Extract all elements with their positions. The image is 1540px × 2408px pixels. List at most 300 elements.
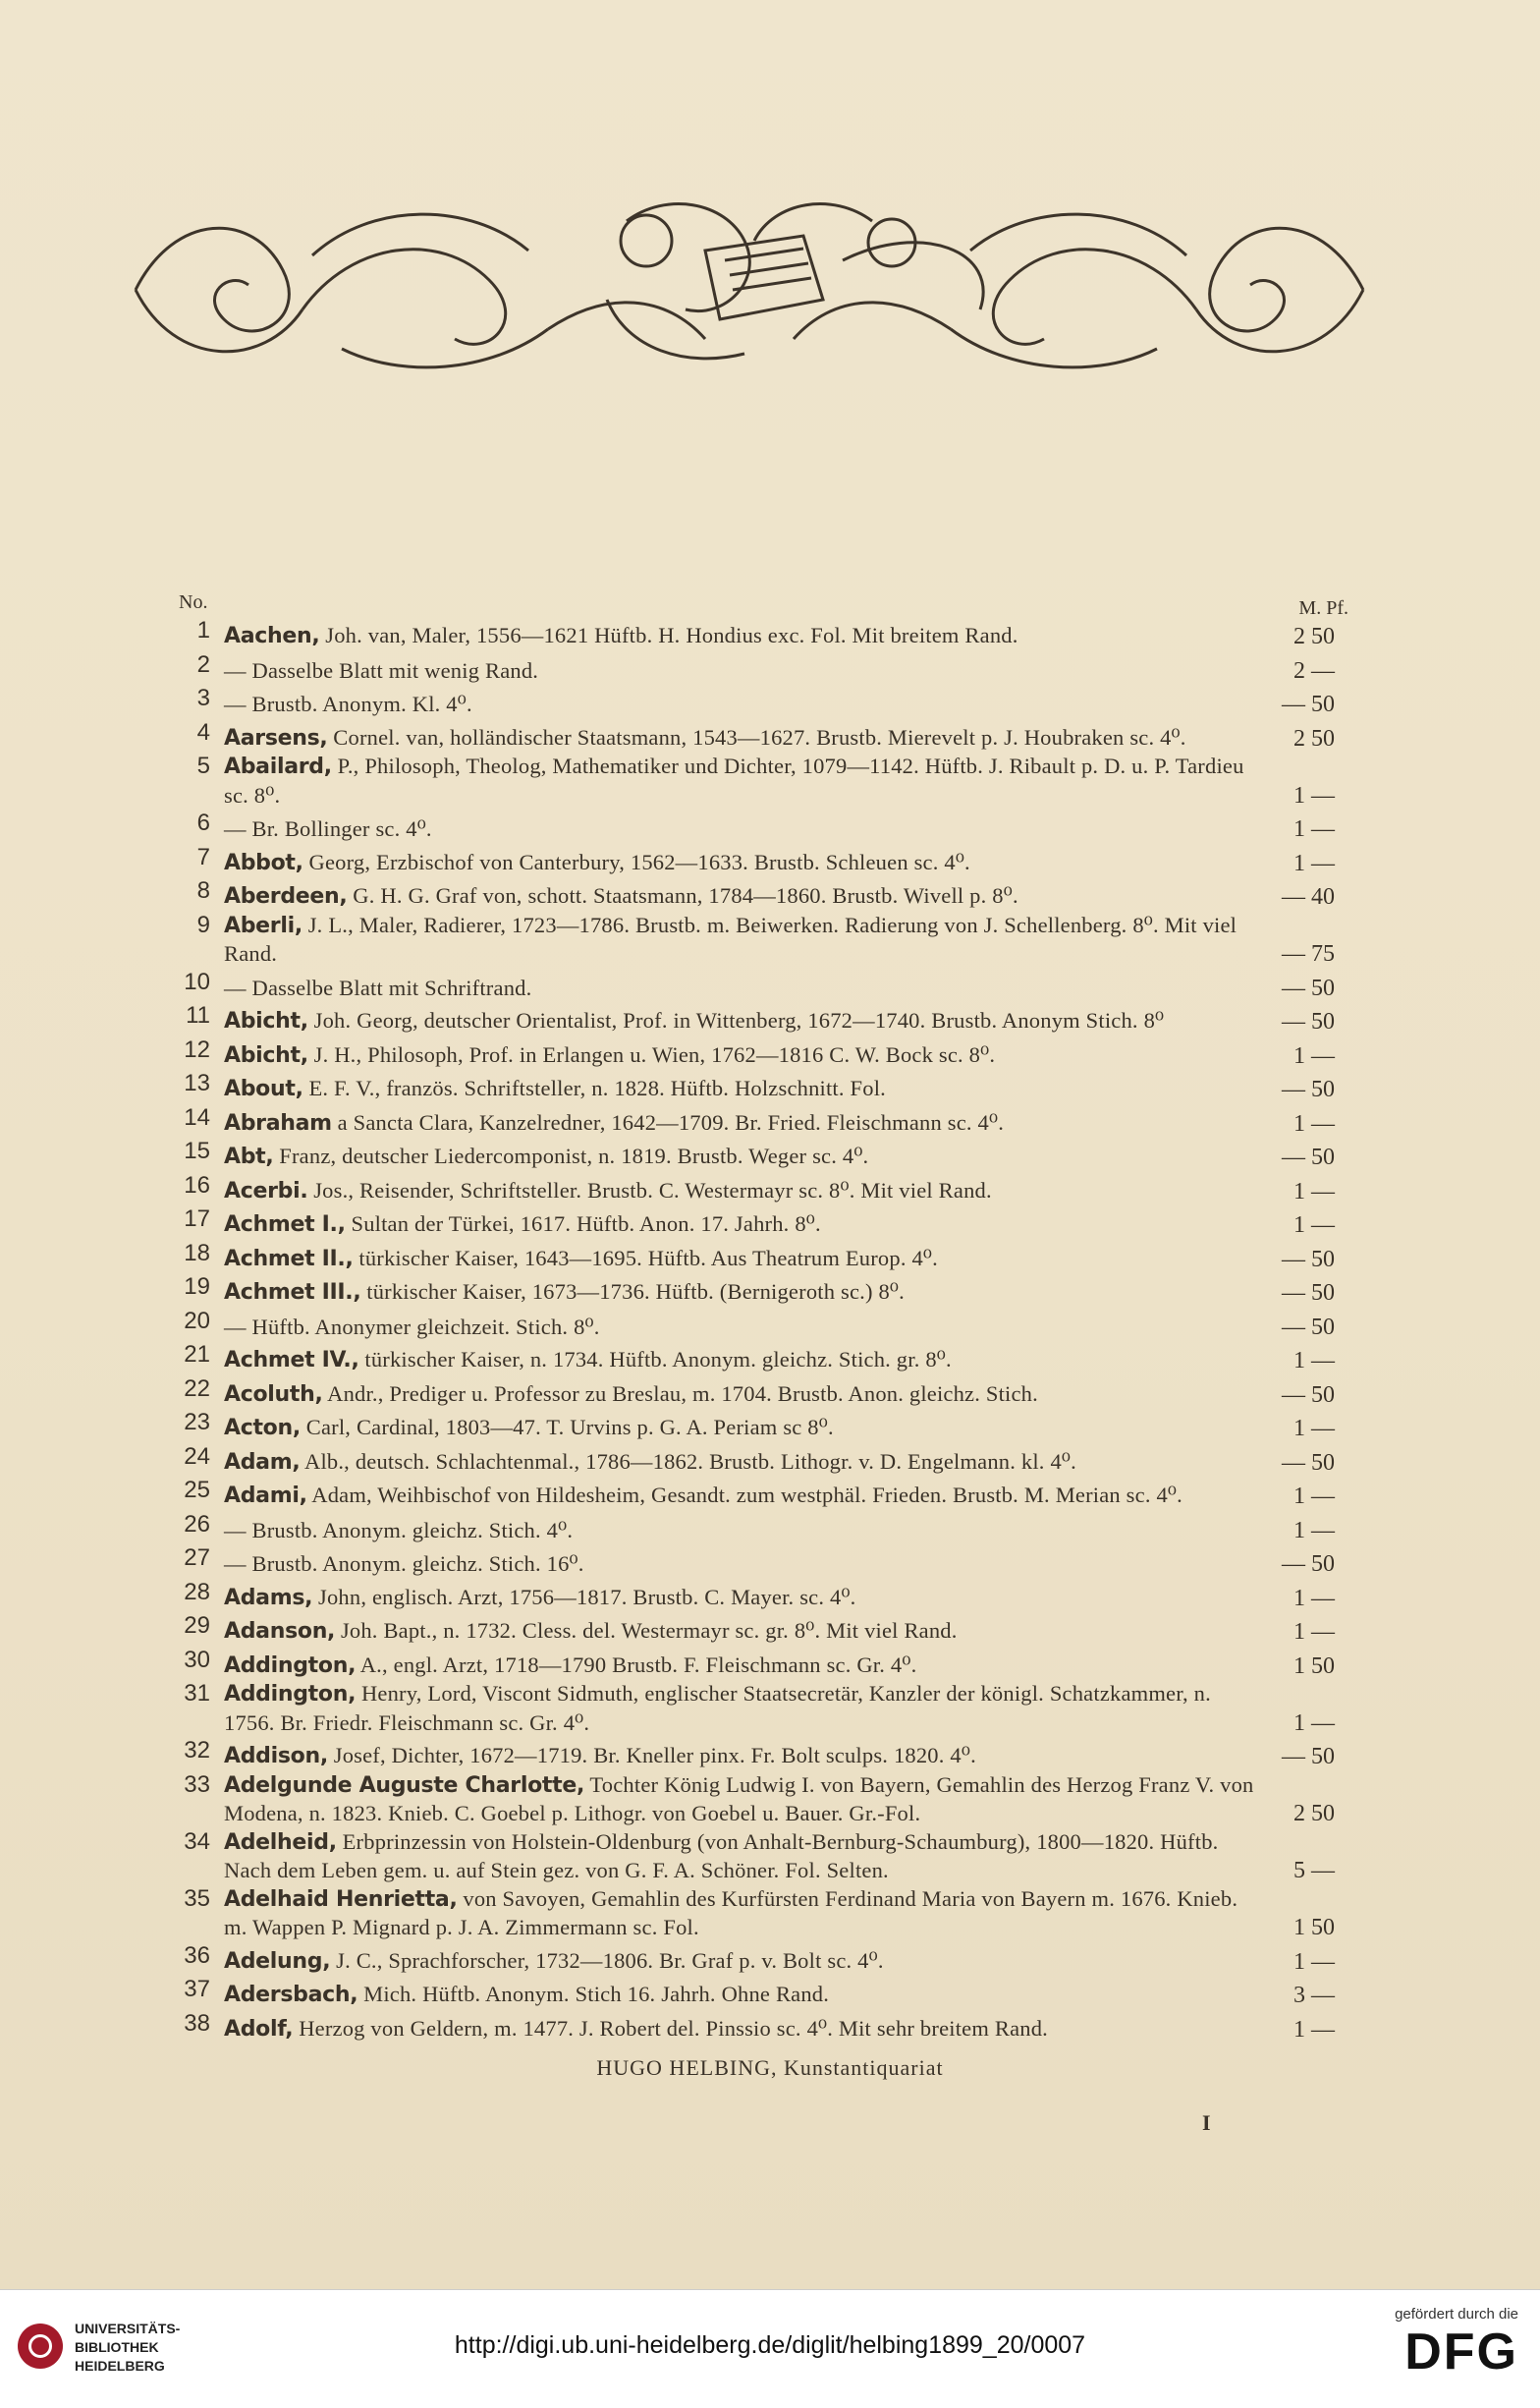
- price-mark: —: [1282, 1280, 1305, 1306]
- entry-name: Adersbach,: [224, 1983, 358, 2007]
- list-header: [175, 588, 1348, 617]
- catalog-entry: [175, 1070, 1348, 1104]
- entry-price: [1272, 1704, 1348, 1738]
- entry-description: [224, 753, 1258, 810]
- entry-number: 4: [196, 718, 210, 746]
- entry-name: Adelung,: [224, 1948, 331, 1974]
- entry-text: Jos., Reisender, Schriftsteller. Brustb. C. Westermayr sc. 8⁰. Mit viel Rand.: [313, 1177, 992, 1203]
- catalog-list: [175, 588, 1348, 2044]
- price-mark: —: [1282, 1314, 1305, 1340]
- price-mark: 1: [1293, 1585, 1305, 1611]
- entry-number: 23: [184, 1409, 210, 1435]
- price-mark: 1: [1293, 1652, 1305, 1679]
- price-mark: 1: [1293, 1517, 1305, 1543]
- entry-name: About,: [224, 1077, 303, 1101]
- entry-name: Adelheid,: [224, 1829, 337, 1855]
- entry-text: John, englisch. Arzt, 1756—1817. Brustb. C. Mayer. sc. 4⁰.: [318, 1584, 856, 1609]
- entry-text: Tochter König Ludwig I. von Bayern, Gemahlin des Herzog Franz V. von Modena, n. 1823. Knieb. C. Goebel p. Lithogr. von Goebel u. Bauer. Gr.-Fol.: [224, 1771, 1254, 1825]
- entry-name: Achmet I.,: [224, 1212, 346, 1237]
- price-mark: —: [1282, 1449, 1305, 1476]
- entry-price: [1272, 1341, 1348, 1375]
- price-pfennig: 50: [1311, 1077, 1335, 1102]
- entry-text: Herzog von Geldern, m. 1477. J. Robert del. Pinssio sc. 4⁰. Mit sehr breitem Rand.: [299, 2015, 1048, 2041]
- price-pfennig: —: [1311, 1948, 1335, 1975]
- entry-text: Henry, Lord, Viscont Sidmuth, englischer Staatsecretär, Kanzler der königl. Schatzkammer, n. 1756. Br. Friedr. Fleischmann sc. Gr. 4⁰.: [224, 1681, 1211, 1735]
- entry-price: [1272, 719, 1348, 754]
- entry-description: [224, 1007, 1258, 1036]
- price-pfennig: 50: [1311, 1314, 1335, 1340]
- entry-name: Adams,: [224, 1585, 313, 1610]
- entry-name: Abt,: [224, 1145, 274, 1169]
- price-mark: 1: [1293, 1915, 1305, 1940]
- price-pfennig: —: [1311, 1416, 1335, 1441]
- catalog-entry: [175, 1002, 1348, 1036]
- price-mark: —: [1282, 1744, 1305, 1769]
- entry-number: 11: [186, 1002, 210, 1029]
- entry-text: türkischer Kaiser, 1673—1736. Hüftb. (Bernigeroth sc.) 8⁰.: [366, 1279, 905, 1304]
- price-pfennig: 50: [1311, 1280, 1335, 1306]
- entry-text: — Brustb. Anonym. gleichz. Stich. 16⁰.: [224, 1551, 584, 1576]
- entry-name: Achmet II.,: [224, 1246, 354, 1271]
- entry-text: Franz, deutscher Liedercomponist, n. 1819. Brustb. Weger sc. 4⁰.: [279, 1144, 869, 1168]
- entry-number: 6: [196, 810, 210, 836]
- entry-price: [1272, 810, 1348, 844]
- entry-number: 1: [196, 617, 210, 644]
- entry-name: Acton,: [224, 1416, 301, 1440]
- entry-price: [1272, 1070, 1348, 1104]
- price-mark: 1: [1293, 1709, 1305, 1736]
- entry-number: 32: [184, 1737, 210, 1764]
- entry-text: Adam, Weihbischof von Hildesheim, Gesandt. zum westphäl. Frieden. Brustb. M. Merian sc. 4⁰.: [311, 1483, 1182, 1507]
- entry-text: — Brustb. Anonym. gleichz. Stich. 4⁰.: [224, 1517, 574, 1542]
- entry-price: [1272, 1647, 1348, 1681]
- entry-price: [1272, 685, 1348, 719]
- entry-number: 27: [184, 1544, 210, 1571]
- ornament-header: [116, 182, 1383, 393]
- entry-description: [224, 1210, 1258, 1240]
- entry-price: [1272, 776, 1348, 811]
- price-pfennig: —: [1311, 2016, 1335, 2043]
- entry-description: [224, 1771, 1258, 1828]
- catalog-entry: [175, 2010, 1348, 2044]
- price-pfennig: 75: [1311, 941, 1335, 967]
- price-pfennig: —: [1311, 1517, 1335, 1543]
- catalog-entry: [175, 1172, 1348, 1206]
- price-pfennig: 50: [1311, 624, 1335, 649]
- entry-name: Acoluth,: [224, 1381, 323, 1407]
- catalog-entry: [175, 617, 1348, 651]
- entry-description: [224, 1617, 1258, 1647]
- catalog-entry: [175, 1409, 1348, 1443]
- price-mark: 1: [1293, 1212, 1305, 1238]
- entry-text: Andr., Prediger u. Professor zu Breslau, m. 1704. Brustb. Anon. gleichz. Stich.: [327, 1380, 1038, 1406]
- entry-name: Abbot,: [224, 850, 303, 875]
- price-pfennig: —: [1311, 1212, 1335, 1238]
- entry-number: 2: [196, 650, 210, 678]
- price-pfennig: 50: [1311, 1915, 1335, 1940]
- entry-text: türkischer Kaiser, n. 1734. Hüftb. Anonym. gleichz. Stich. gr. 8⁰.: [364, 1347, 952, 1372]
- price-mark: 1: [1293, 2016, 1305, 2043]
- price-mark: 1: [1293, 1416, 1305, 1441]
- entry-number: 35: [184, 1884, 210, 1912]
- entry-description: [224, 1380, 1258, 1410]
- entry-name: Addington,: [224, 1652, 357, 1678]
- entry-text: — Hüftb. Anonymer gleichzeit. Stich. 8⁰.: [224, 1314, 600, 1339]
- entry-name: Aberli,: [224, 913, 302, 938]
- entry-name: Achmet III.,: [224, 1280, 361, 1305]
- entry-number: 28: [184, 1578, 210, 1605]
- price-pfennig: —: [1311, 1178, 1335, 1204]
- catalog-entry: [175, 753, 1348, 810]
- entry-description: [224, 1742, 1258, 1771]
- viewer-footer: [0, 2289, 1540, 2408]
- entry-name: Abicht,: [224, 1009, 308, 1034]
- entry-description: [224, 1947, 1258, 1977]
- entry-description: [224, 657, 1258, 686]
- price-mark: 2: [1293, 624, 1305, 649]
- price-pfennig: 50: [1311, 1145, 1335, 1170]
- price-mark: —: [1282, 1381, 1305, 1408]
- entry-name: Adelgunde Auguste Charlotte,: [224, 1772, 584, 1798]
- entry-number: 25: [184, 1477, 210, 1503]
- catalog-entry: [175, 1036, 1348, 1071]
- publisher-line: HUGO HELBING, Kunstantiquariat: [596, 2055, 944, 2080]
- entry-number: 29: [184, 1612, 210, 1639]
- catalog-entry: [175, 1308, 1348, 1342]
- entry-name: Adolf,: [224, 2016, 294, 2042]
- price-pfennig: —: [1311, 1709, 1335, 1736]
- catalog-entry: [175, 1942, 1348, 1977]
- catalog-entry: [175, 1443, 1348, 1478]
- entry-number: 13: [184, 1070, 210, 1096]
- entries: [175, 617, 1348, 2044]
- entry-description: [224, 622, 1258, 651]
- price-pfennig: 50: [1311, 692, 1335, 717]
- entry-description: [224, 1680, 1258, 1737]
- page-number: I: [1202, 2110, 1211, 2135]
- entry-price: [1272, 1240, 1348, 1274]
- entry-price: [1272, 1579, 1348, 1613]
- price-mark: 5: [1293, 1858, 1305, 1883]
- price-mark: —: [1282, 1145, 1305, 1170]
- catalog-entry: [175, 1511, 1348, 1545]
- entry-number: 31: [184, 1680, 210, 1707]
- entry-price: [1272, 1308, 1348, 1342]
- entry-text: Carl, Cardinal, 1803—47. T. Urvins p. G. A. Periam sc 8⁰.: [305, 1415, 834, 1439]
- price-mark: 1: [1293, 1178, 1305, 1204]
- entry-number: 3: [196, 685, 210, 711]
- entry-number: 21: [184, 1341, 210, 1368]
- catalog-entry: [175, 1273, 1348, 1308]
- library-line: BIBLIOTHEK: [75, 2339, 159, 2355]
- entry-description: [224, 1075, 1258, 1104]
- entry-name: Acerbi.: [224, 1178, 308, 1204]
- price-mark: 1: [1293, 782, 1305, 809]
- entry-price: [1272, 1794, 1348, 1828]
- catalog-entry: [175, 1828, 1348, 1885]
- entry-description: [224, 2015, 1258, 2044]
- catalog-entry: [175, 651, 1348, 686]
- entry-number: 8: [196, 877, 210, 904]
- catalog-entry: [175, 685, 1348, 719]
- price-pfennig: 50: [1311, 1551, 1335, 1577]
- entry-name: Aarsens,: [224, 725, 328, 751]
- catalog-entry: [175, 1205, 1348, 1240]
- entry-name: Abraham: [224, 1110, 332, 1136]
- catalog-entry: [175, 1477, 1348, 1511]
- entry-description: [224, 1278, 1258, 1308]
- entry-number: 9: [196, 911, 210, 938]
- entry-price: [1272, 1737, 1348, 1771]
- entry-description: [224, 1245, 1258, 1274]
- entry-text: Joh. Georg, deutscher Orientalist, Prof. in Wittenberg, 1672—1740. Brustb. Anonym Stich. 8⁰: [313, 1008, 1165, 1033]
- permalink-url[interactable]: http://digi.ub.uni-heidelberg.de/diglit/helbing1899_20/0007: [454, 2331, 1086, 2359]
- price-pfennig: 50: [1311, 1801, 1335, 1826]
- entry-number: 38: [184, 2009, 210, 2037]
- entry-price: [1272, 1036, 1348, 1071]
- catalog-entry: [175, 1138, 1348, 1172]
- entry-text: Joh. van, Maler, 1556—1621 Hüftb. H. Hondius exc. Fol. Mit breitem Rand.: [325, 623, 1018, 647]
- entry-name: Aachen,: [224, 624, 320, 648]
- entry-text: — Dasselbe Blatt mit Schriftrand.: [224, 975, 532, 1000]
- price-pfennig: —: [1311, 1348, 1335, 1373]
- price-pfennig: —: [1311, 850, 1335, 876]
- entry-price: [1272, 1443, 1348, 1478]
- entry-price: [1272, 1104, 1348, 1139]
- entry-description: [224, 1041, 1258, 1071]
- entry-number: 10: [184, 968, 210, 995]
- price-pfennig: —: [1311, 657, 1335, 684]
- entry-description: [224, 1981, 1258, 2010]
- entry-number: 36: [184, 1941, 210, 1969]
- price-mark: 3: [1293, 1983, 1305, 2008]
- entry-name: Aberdeen,: [224, 884, 348, 909]
- entry-description: [224, 882, 1258, 912]
- entry-description: [224, 1517, 1258, 1545]
- entry-text: Joh. Bapt., n. 1732. Cless. del. Westermayr sc. gr. 8⁰. Mit viel Rand.: [340, 1618, 958, 1643]
- price-mark: —: [1282, 692, 1305, 717]
- price-mark: 1: [1293, 1348, 1305, 1373]
- price-pfennig: —: [1311, 1619, 1335, 1645]
- entry-number: 20: [184, 1307, 210, 1334]
- entry-number: 26: [184, 1510, 210, 1538]
- entry-number: 7: [196, 843, 210, 870]
- entry-price: [1272, 617, 1348, 651]
- entry-price: [1272, 1976, 1348, 2010]
- price-mark: 1: [1293, 1484, 1305, 1509]
- entry-text: Josef, Dichter, 1672—1719. Br. Kneller pinx. Fr. Bolt sculps. 1820. 4⁰.: [333, 1743, 976, 1767]
- entry-description: [224, 912, 1258, 969]
- price-pfennig: 50: [1311, 1449, 1335, 1476]
- entry-price: [1272, 934, 1348, 969]
- entry-price: [1272, 1942, 1348, 1977]
- entry-price: [1272, 844, 1348, 878]
- entry-price: [1272, 1273, 1348, 1308]
- entry-description: [224, 975, 1258, 1003]
- entry-text: Cornel. van, holländischer Staatsmann, 1543—1627. Brustb. Mierevelt p. J. Houbraken sc. 4⁰.: [333, 724, 1186, 750]
- entry-price: [1272, 1205, 1348, 1240]
- entry-description: [224, 1314, 1258, 1342]
- price-pfennig: —: [1311, 816, 1335, 842]
- entry-price: [1272, 1908, 1348, 1942]
- entry-description: [224, 1885, 1258, 1942]
- entry-text: — Dasselbe Blatt mit wenig Rand.: [224, 657, 539, 683]
- entry-number: 33: [184, 1770, 210, 1798]
- price-pfennig: —: [1311, 1042, 1335, 1069]
- price-pfennig: 50: [1311, 975, 1335, 1001]
- catalog-entry: [175, 1737, 1348, 1771]
- price-mark: 2: [1293, 725, 1305, 752]
- entry-text: J. C., Sprachforscher, 1732—1806. Br. Graf p. v. Bolt sc. 4⁰.: [336, 1947, 884, 1973]
- entry-number: 15: [184, 1138, 210, 1164]
- price-pfennig: 50: [1311, 1744, 1335, 1769]
- entry-description: [224, 1652, 1258, 1681]
- entry-description: [224, 1448, 1258, 1478]
- price-mark: —: [1282, 975, 1305, 1001]
- dfg-logo: DFG: [1404, 2324, 1518, 2380]
- catalog-entry: [175, 877, 1348, 912]
- entry-name: Adelhaid Henrietta,: [224, 1886, 458, 1912]
- entry-text: P., Philosoph, Theolog, Mathematiker und Dichter, 1079—1142. Hüftb. J. Ribault p. D. u. P. Tardieu sc. 8⁰.: [224, 754, 1244, 808]
- library-line: HEIDELBERG: [75, 2358, 165, 2374]
- entry-text: — Brustb. Anonym. Kl. 4⁰.: [224, 692, 472, 716]
- column-header-number: No.: [179, 591, 208, 613]
- entry-name: Achmet IV.,: [224, 1348, 359, 1372]
- entry-price: [1272, 1375, 1348, 1410]
- entry-description: [224, 1346, 1258, 1375]
- price-mark: —: [1282, 1551, 1305, 1577]
- entry-number: 30: [184, 1646, 210, 1673]
- price-pfennig: 40: [1311, 884, 1335, 910]
- price-mark: —: [1282, 1077, 1305, 1102]
- catalog-entry: [175, 810, 1348, 844]
- price-mark: 1: [1293, 1619, 1305, 1645]
- entry-description: [224, 1109, 1258, 1139]
- entry-text: Erbprinzessin von Holstein-Oldenburg (von Anhalt-Bernburg-Schaumburg), 1800—1820. Hüftb. Nach dem Leben gem. u. auf Stein gez. von G. F. A. Schöner. Fol. Selten.: [224, 1828, 1219, 1882]
- entry-text: a Sancta Clara, Kanzelredner, 1642—1709. Br. Fried. Fleischmann sc. 4⁰.: [337, 1109, 1005, 1135]
- entry-price: [1272, 969, 1348, 1003]
- entry-number: 16: [184, 1171, 210, 1199]
- catalog-entry: [175, 1680, 1348, 1737]
- price-pfennig: 50: [1311, 725, 1335, 752]
- entry-description: [224, 1584, 1258, 1613]
- catalog-entry: [175, 719, 1348, 754]
- entry-description: [224, 1143, 1258, 1172]
- price-mark: —: [1282, 884, 1305, 910]
- entry-name: Abicht,: [224, 1042, 308, 1068]
- price-pfennig: —: [1311, 1110, 1335, 1137]
- price-pfennig: —: [1311, 1484, 1335, 1509]
- catalog-entry: [175, 1771, 1348, 1828]
- price-mark: 2: [1293, 657, 1305, 684]
- catalog-entry: [175, 1240, 1348, 1274]
- funding-logo[interactable]: [1373, 2306, 1518, 2394]
- entry-name: Adam,: [224, 1449, 301, 1475]
- entry-price: [1272, 1172, 1348, 1206]
- price-pfennig: 50: [1311, 1381, 1335, 1408]
- entry-number: 5: [196, 753, 210, 779]
- entry-description: [224, 815, 1258, 844]
- catalog-entry: [175, 1375, 1348, 1410]
- entry-description: [224, 1550, 1258, 1579]
- catalog-entry: [175, 844, 1348, 878]
- entry-price: [1272, 1002, 1348, 1036]
- entry-text: J. H., Philosoph, Prof. in Erlangen u. Wien, 1762—1816 C. W. Bock sc. 8⁰.: [313, 1041, 996, 1067]
- entry-number: 34: [184, 1827, 210, 1855]
- entry-number: 12: [184, 1036, 210, 1063]
- price-pfennig: —: [1311, 1983, 1335, 2008]
- catalog-entry: [175, 1976, 1348, 2010]
- entry-name: Addison,: [224, 1744, 328, 1768]
- entry-number: 24: [184, 1442, 210, 1470]
- entry-number: 17: [184, 1205, 210, 1232]
- entry-number: 37: [184, 1976, 210, 2002]
- entry-text: G. H. G. Graf von, schott. Staatsmann, 1784—1860. Brustb. Wivell p. 8⁰.: [353, 883, 1018, 908]
- entry-text: Alb., deutsch. Schlachtenmal., 1786—1862. Brustb. Lithogr. v. D. Engelmann. kl. 4⁰.: [304, 1448, 1076, 1474]
- price-pfennig: —: [1311, 782, 1335, 809]
- entry-text: Georg, Erzbischof von Canterbury, 1562—1633. Brustb. Schleuen sc. 4⁰.: [308, 849, 970, 874]
- entry-text: — Br. Bollinger sc. 4⁰.: [224, 816, 432, 841]
- entry-price: [1272, 2010, 1348, 2044]
- catalog-entry: [175, 969, 1348, 1003]
- price-pfennig: 50: [1311, 1652, 1335, 1679]
- price-mark: —: [1282, 941, 1305, 967]
- catalog-entry: [175, 1647, 1348, 1681]
- entry-number: 18: [184, 1239, 210, 1266]
- entry-text: J. L., Maler, Radierer, 1723—1786. Brustb. m. Beiwerken. Radierung von J. Schellenberg. 8⁰. Mit viel Rand.: [224, 912, 1238, 966]
- entry-number: 19: [184, 1273, 210, 1300]
- entry-price: [1272, 1544, 1348, 1579]
- entry-description: [224, 724, 1258, 754]
- catalog-entry: [175, 912, 1348, 969]
- entry-text: Mich. Hüftb. Anonym. Stich 16. Jahrh. Ohne Rand.: [363, 1982, 830, 2006]
- entry-text: A., engl. Arzt, 1718—1790 Brustb. F. Fleischmann sc. Gr. 4⁰.: [359, 1652, 917, 1677]
- entry-text: Sultan der Türkei, 1617. Hüftb. Anon. 17. Jahrh. 8⁰.: [351, 1211, 821, 1236]
- library-line: UNIVERSITÄTS-: [75, 2321, 181, 2336]
- catalog-entry: [175, 1544, 1348, 1579]
- entry-price: [1272, 1612, 1348, 1647]
- price-mark: 1: [1293, 1110, 1305, 1137]
- entry-price: [1272, 1138, 1348, 1172]
- entry-name: Addington,: [224, 1682, 357, 1707]
- entry-description: [224, 849, 1258, 878]
- entry-description: [224, 1482, 1258, 1511]
- catalog-entry: [175, 1612, 1348, 1647]
- price-mark: 2: [1293, 1801, 1305, 1826]
- entry-price: [1272, 1477, 1348, 1511]
- catalog-entry: [175, 1341, 1348, 1375]
- catalog-entry: [175, 1104, 1348, 1139]
- price-mark: —: [1282, 1246, 1305, 1272]
- entry-text: von Savoyen, Gemahlin des Kurfürsten Ferdinand Maria von Bayern m. 1676. Knieb. m. Wappen P. Mignard p. J. A. Zimmermann sc. Fol.: [224, 1885, 1238, 1939]
- price-pfennig: —: [1311, 1858, 1335, 1883]
- entry-name: Abailard,: [224, 755, 332, 779]
- entry-text: türkischer Kaiser, 1643—1695. Hüftb. Aus Theatrum Europ. 4⁰.: [358, 1245, 938, 1270]
- price-pfennig: 50: [1311, 1009, 1335, 1035]
- entry-description: [224, 1177, 1258, 1206]
- entry-description: [224, 691, 1258, 719]
- entry-price: [1272, 877, 1348, 912]
- catalog-entry: [175, 1885, 1348, 1942]
- price-pfennig: —: [1311, 1585, 1335, 1611]
- entry-text: E. F. V., französ. Schriftsteller, n. 1828. Hüftb. Holzschnitt. Fol.: [308, 1076, 886, 1100]
- entry-price: [1272, 1851, 1348, 1885]
- column-header-price: M. Pf.: [1298, 597, 1348, 619]
- price-mark: 1: [1293, 1948, 1305, 1975]
- entry-description: [224, 1414, 1258, 1443]
- catalog-entry: [175, 1579, 1348, 1613]
- entry-description: [224, 1828, 1258, 1885]
